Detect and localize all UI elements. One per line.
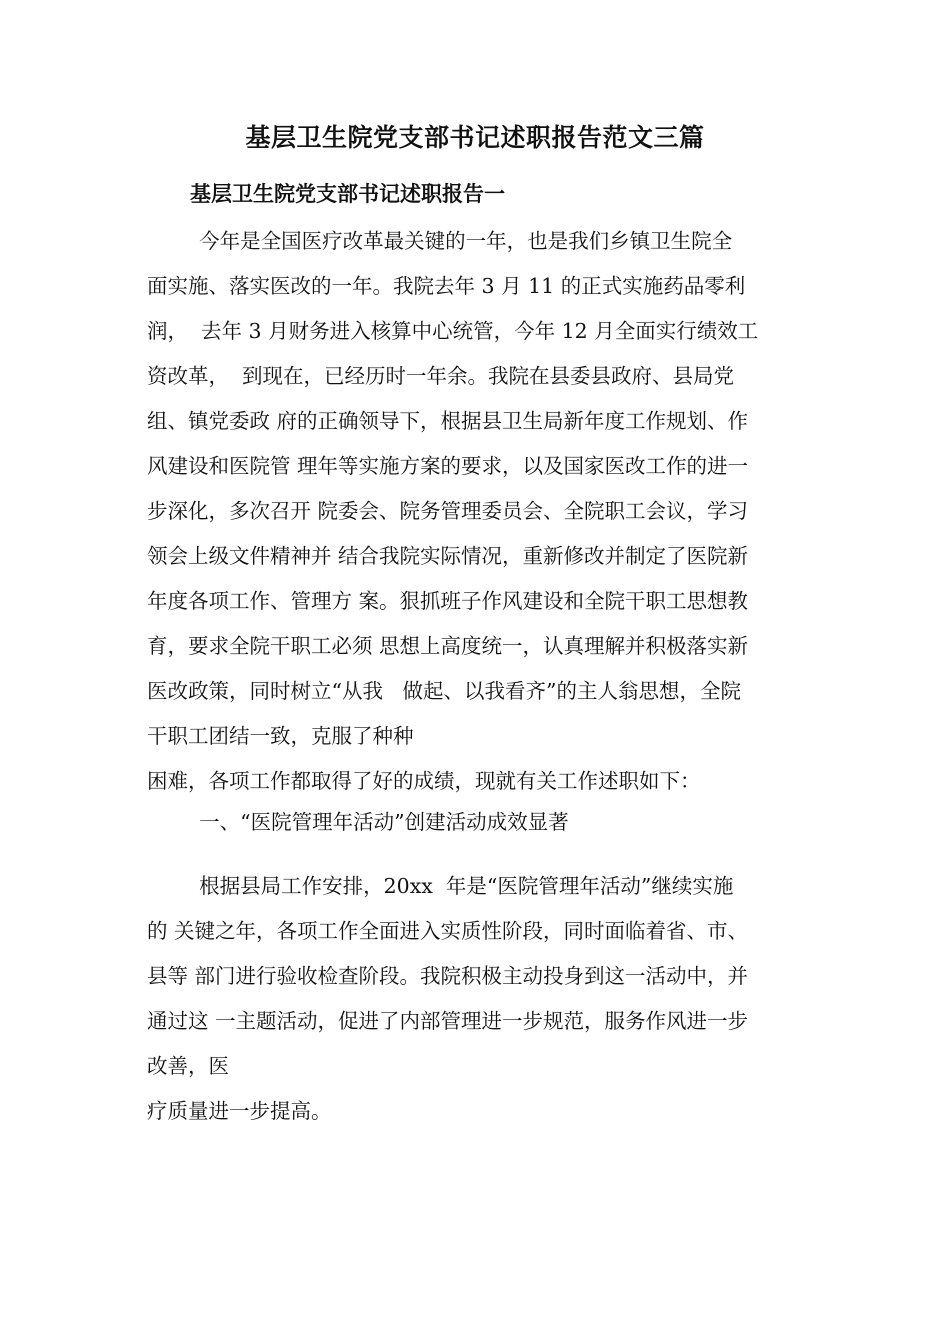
- paragraph-line: 干职工团结一致，克服了种种: [147, 724, 414, 748]
- section-title: 基层卫生院党支部书记述职报告一: [190, 181, 505, 206]
- paragraph-line: 根据县局工作安排，20xx 年是“医院管理年活动”继续实施: [147, 874, 734, 898]
- paragraph-intro: [147, 219, 807, 804]
- paragraph-line: 困难，各项工作都取得了好的成绩，现就有关工作述职如下：: [147, 769, 701, 793]
- paragraph-management-year: [147, 864, 807, 1134]
- paragraph-line: 县等 部门进行验收检查阶段。我院积极主动投身到这一活动中，并: [147, 964, 749, 988]
- document-title: 基层卫生院党支部书记述职报告范文三篇: [245, 123, 705, 152]
- paragraph-line: 今年是全国医疗改革最关键的一年，也是我们乡镇卫生院全: [147, 229, 733, 253]
- paragraph-line: 资改革， 到现在，已经历时一年余。我院在县委县政府、县局党: [147, 364, 735, 388]
- paragraph-line: 育，要求全院干职工必须 思想上高度统一，认真理解并积极落实新: [147, 634, 749, 658]
- paragraph-line: 组、镇党委政 府的正确领导下，根据县卫生局新年度工作规划、作: [147, 409, 749, 433]
- paragraph-line: 润， 去年 3 月财务进入核算中心统管，今年 12 月全面实行绩效工: [147, 319, 759, 343]
- paragraph-line: 医改政策，同时树立“从我 做起、以我看齐”的主人翁思想，全院: [147, 679, 742, 703]
- paragraph-line: 疗质量进一步提高。: [147, 1099, 332, 1123]
- paragraph-line: 面实施、落实医改的一年。我院去年 3 月 11 的正式实施药品零利: [147, 274, 746, 298]
- subheading-management-year: 一、“医院管理年活动”创建活动成效显著: [147, 810, 569, 834]
- paragraph-line: 的 关键之年，各项工作全面进入实质性阶段，同时面临着省、市、: [147, 919, 749, 943]
- paragraph-line: 通过这 一主题活动，促进了内部管理进一步规范，服务作风进一步: [147, 1009, 749, 1033]
- paragraph-line: 年度各项工作、管理方 案。狠抓班子作风建设和全院干职工思想教: [147, 589, 749, 613]
- paragraph-line: 风建设和医院管 理年等实施方案的要求，以及国家医改工作的进一: [147, 454, 749, 478]
- paragraph-line: 步深化，多次召开 院委会、院务管理委员会、全院职工会议，学习: [147, 499, 749, 523]
- paragraph-line: 领会上级文件精神并 结合我院实际情况，重新修改并制定了医院新: [147, 544, 749, 568]
- paragraph-line: 改善，医: [147, 1054, 229, 1078]
